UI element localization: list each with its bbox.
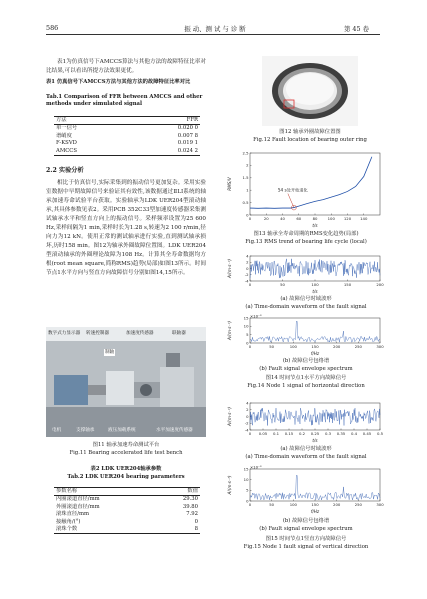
series-line xyxy=(250,475,380,500)
plot-frame xyxy=(250,318,380,343)
table-cell: AMCCS xyxy=(56,147,77,154)
fig14a-chart xyxy=(226,251,386,294)
x-tick-label: 0 xyxy=(248,216,252,221)
x-tick-label: 100 xyxy=(327,216,335,221)
fig13-chart xyxy=(226,148,386,228)
table-row xyxy=(54,519,200,526)
y-tick-label: -2 xyxy=(244,272,249,278)
y-axis-label: A/(m·s⁻²) xyxy=(227,320,232,341)
x-tick-label: 150 xyxy=(311,502,319,507)
series-line xyxy=(250,408,380,425)
table-cell: 29.30 xyxy=(182,496,198,503)
y-tick-label: 4 xyxy=(246,253,249,259)
y-tick-label: 2.5 xyxy=(242,150,249,156)
fig11-label: 转速控制器 xyxy=(86,331,109,336)
table-cell: 0 xyxy=(194,518,198,525)
fig15-caption: 图15 时间节点1竖直方向故障信号 xyxy=(265,536,347,542)
table-cell: 0.024 2 xyxy=(177,147,198,154)
plot-frame xyxy=(250,153,380,215)
x-axis-label: t/s xyxy=(312,438,318,443)
x-tick-label: 300 xyxy=(376,502,384,507)
table-header-row xyxy=(54,117,200,125)
table-cell: 7.92 xyxy=(186,511,198,518)
fig11-label: 水平加速度传感器 xyxy=(156,428,193,433)
bearing-photo xyxy=(262,56,358,126)
x-tick-label: 0.5 xyxy=(376,431,384,436)
fig11-caption-en: Fig.11 Bearing accelerated life test bench xyxy=(69,450,183,456)
x-tick-label: 20 xyxy=(263,216,269,221)
x-tick-label: 250 xyxy=(354,502,362,507)
y-tick-label: 2 xyxy=(246,162,249,168)
x-tick-label: 0 xyxy=(248,502,252,507)
intro-paragraph: 表1为仿真信号下AMCCS算法与其他方法的故障特征比率对比结果,可以看出所提方法效果更优。 xyxy=(46,59,206,74)
fig15a-caption: (a) 故障信号时域波形 xyxy=(280,446,332,452)
x-tick-label: 0 xyxy=(248,431,252,436)
y-tick-label: 1.5 xyxy=(242,175,249,181)
table-row xyxy=(54,496,200,504)
x-tick-label: 0.3 xyxy=(324,431,332,436)
bearing-ring-illustration xyxy=(262,56,358,126)
series-line xyxy=(250,321,380,342)
fig14b-caption-en: (b) Fault signal envelope spectrum xyxy=(259,366,353,372)
table2-title: 表2 LDK UER204轴承参数 xyxy=(90,466,162,472)
plot-frame xyxy=(250,403,380,430)
fig15-caption-en: Fig.15 Node 1 fault signal of vertical direction xyxy=(243,544,369,550)
x-tick-label: 0.45 xyxy=(362,431,372,436)
journal-title: 振 动、测 试 与 诊 断 xyxy=(184,25,246,33)
fig14a-caption: (a) 故障信号时域波形 xyxy=(280,296,332,302)
y-multiplier: ×10⁻³ xyxy=(250,313,262,319)
x-tick-label: 50 xyxy=(280,282,285,287)
y-axis-label: A/(m·s⁻²) xyxy=(227,406,232,427)
x-tick-label: 250 xyxy=(354,344,362,349)
table-cell: 0.019 1 xyxy=(177,140,198,147)
x-tick-label: 100 xyxy=(289,344,297,349)
table-cell: 0.007 8 xyxy=(177,132,198,139)
table-cell: 内圈滚道直径/mm xyxy=(56,496,100,503)
y-tick-label: -2 xyxy=(244,420,249,426)
x-axis-label: f/Hz xyxy=(310,351,320,356)
table-cell: 谱峭度 xyxy=(56,132,72,139)
table-cell: 接触角/(°) xyxy=(56,518,81,525)
y-tick-label: 15 xyxy=(243,315,249,321)
table-header-cell: FFR xyxy=(186,117,198,123)
fig15a-caption-en: (a) Time-domain waveform of the fault signal xyxy=(245,454,367,460)
table-cell: 外圈滚道直径/mm xyxy=(56,503,100,510)
fig11-label: 液压加载系统 xyxy=(108,428,136,433)
x-tick-label: 0 xyxy=(248,344,252,349)
fig15b-caption-en: (b) Fault signal envelope spectrum xyxy=(259,526,353,532)
x-tick-label: 50 xyxy=(269,344,275,349)
y-tick-label: 1 xyxy=(246,187,249,193)
x-tick-label: 0.4 xyxy=(350,431,358,436)
table-cell: 0.020 0 xyxy=(177,125,198,132)
y-tick-label: 0 xyxy=(246,340,249,346)
table-row xyxy=(54,526,200,534)
y-axis-label: A/(m·s⁻²) xyxy=(227,475,232,495)
table-cell: 39.80 xyxy=(182,503,198,510)
x-tick-label: 150 xyxy=(311,344,319,349)
table1-title-en: Tab.1 Comparison of FFR between AMCCS and other methods under simulated signal xyxy=(46,94,203,107)
section-title: 2.2 实验分析 xyxy=(46,167,84,174)
y-tick-label: 0.5 xyxy=(242,199,249,205)
x-tick-label: 80 xyxy=(312,216,318,221)
x-tick-label: 120 xyxy=(343,216,352,221)
y-tick-label: -4 xyxy=(244,427,249,433)
annotation-label: 54 s处开始退化 xyxy=(277,187,308,193)
x-tick-label: 0.05 xyxy=(258,431,268,436)
x-tick-label: 40 xyxy=(280,216,285,221)
table-cell: 滚珠直径/mm xyxy=(56,511,90,518)
fig12-caption: 图12 轴承外圈故障位置图 xyxy=(279,129,341,135)
table1-title: 表1 仿真信号下AMCCS方法与其他方法的故障特征比率对比 xyxy=(46,79,191,85)
volume-label: 第 45 卷 xyxy=(344,25,369,33)
table-row xyxy=(54,133,200,140)
x-tick-label: 0.2 xyxy=(298,431,306,436)
table-cell: 滚珠个数 xyxy=(56,526,78,533)
table-row xyxy=(54,140,200,147)
y-tick-label: 4 xyxy=(246,400,249,406)
y-tick-label: 10 xyxy=(243,476,249,482)
x-tick-label: 60 xyxy=(296,216,302,221)
y-tick-label: 5 xyxy=(246,487,249,493)
y-tick-label: -4 xyxy=(244,278,249,284)
y-tick-label: 10 xyxy=(243,323,249,329)
x-tick-label: 0 xyxy=(248,282,252,287)
table2 xyxy=(54,487,200,534)
y-tick-label: 0 xyxy=(246,265,249,271)
table-row xyxy=(54,148,200,156)
y-tick-label: 5 xyxy=(246,331,249,337)
x-tick-label: 200 xyxy=(376,282,384,287)
table-header-cell: 数值 xyxy=(187,488,198,494)
x-axis-label: f/Hz xyxy=(310,509,320,514)
fig11-label: 数字式力显示器 xyxy=(48,331,81,336)
fig11-label: 电机 xyxy=(52,428,62,433)
y-tick-label: 0 xyxy=(246,498,249,504)
table-header-row xyxy=(54,488,200,496)
body-paragraph: 相比于仿真信号,实际采集到的振动信号更加复杂。采用实验室数据中早期故障信号来验证其有效性,该数据通过ⅡLI系统的轴承加速寿命试验平台获取。实验轴承为LDK UER204型滚动轴承,其具体参数见表2。采用PCB 352C33型加速度传感器采集测试轴承水平和竖直方向上的振动信号。采样频率设置为25 600 Hz,采样间隔为1 min,采样时长为1.28 s,转速为2 100 r/min,径向力为12 kN。使用正常的测试轴承进行实验,直到测试轴承损坏,历时158 min。图12为轴承外圈故障位置图。LDK UER204型滚动轴承的外圈理论故障为108 Hz。计算其全寿命数据均方根(root mean square,简称RMS)趋势(局部)如图13所示。时间节点1水平方向与竖直方向故障信号分别如图14,15所示。 xyxy=(46,180,206,276)
fig14-caption: 图14 时间节点1水平方向故障信号 xyxy=(265,375,347,381)
fig14b-caption: (b) 故障信号包络谱 xyxy=(282,358,330,364)
table2-title-en: Tab.2 LDK UER204 bearing parameters xyxy=(67,474,185,480)
fig14a-caption-en: (a) Time-domain waveform of the fault signal xyxy=(245,304,367,310)
x-tick-label: 100 xyxy=(311,282,319,287)
y-axis-label: A/(m·s⁻²) xyxy=(227,258,232,279)
x-tick-label: 50 xyxy=(269,502,275,507)
y-axis-label: RMS/V xyxy=(227,177,232,191)
header-rule xyxy=(46,34,380,35)
fig13-caption-en: Fig.13 RMS trend of bearing life cycle (local) xyxy=(245,239,367,245)
y-multiplier: ×10⁻³ xyxy=(250,464,262,470)
fig11-label: 联轴器 xyxy=(172,331,186,336)
x-tick-label: 150 xyxy=(343,282,352,287)
test-bench-photo xyxy=(46,327,206,437)
x-tick-label: 140 xyxy=(360,216,368,221)
plot-frame xyxy=(250,469,380,501)
x-tick-label: 300 xyxy=(376,344,384,349)
table-header-cell: 方法 xyxy=(56,117,67,123)
x-tick-label: 200 xyxy=(333,502,341,507)
table-row xyxy=(54,511,200,518)
fig12-caption-en: Fig.12 Fault location of bearing outer ring xyxy=(253,137,367,143)
fig11-caption: 图11 轴承加速寿命测试平台 xyxy=(92,442,160,448)
table-header-cell: 参数名称 xyxy=(56,488,78,494)
x-tick-label: 0.35 xyxy=(336,431,346,436)
fig14-caption-en: Fig.14 Node 1 signal of horizontal direction xyxy=(247,383,365,389)
fig15a-chart xyxy=(226,398,386,443)
x-tick-label: 100 xyxy=(289,502,297,507)
fig14b-chart xyxy=(226,313,386,356)
series-line xyxy=(250,157,372,209)
x-tick-label: 0.1 xyxy=(272,431,280,436)
y-tick-label: 0 xyxy=(246,212,249,218)
y-tick-label: 2 xyxy=(246,259,249,265)
table-row xyxy=(54,125,200,133)
table-cell: 8 xyxy=(194,526,198,533)
fig13-caption: 图13 轴承全寿命周期的RMS变化趋势(局部) xyxy=(253,231,359,237)
table-cell: 单一信号 xyxy=(56,125,78,132)
table1 xyxy=(54,116,200,156)
table-cell: F-KSVD xyxy=(56,140,77,147)
fig15b-caption: (b) 故障信号包络谱 xyxy=(282,518,330,524)
y-tick-label: 2 xyxy=(246,407,249,413)
x-axis-label: t/s xyxy=(312,289,318,294)
x-tick-label: 0.15 xyxy=(284,431,294,436)
test-bench-illustration xyxy=(46,327,206,437)
page-number: 586 xyxy=(46,24,59,32)
fig11-label: 支撑轴承 xyxy=(76,428,95,433)
x-tick-label: 0.25 xyxy=(310,431,320,436)
fig11-label: 制轴 xyxy=(105,350,115,355)
fig15b-chart xyxy=(226,464,386,514)
series-line xyxy=(250,259,380,278)
y-tick-label: 15 xyxy=(243,466,249,472)
y-tick-label: 0 xyxy=(246,413,249,419)
x-tick-label: 200 xyxy=(333,344,341,349)
x-axis-label: t/s xyxy=(312,223,318,228)
fig11-label: 加速度传感器 xyxy=(126,331,154,336)
